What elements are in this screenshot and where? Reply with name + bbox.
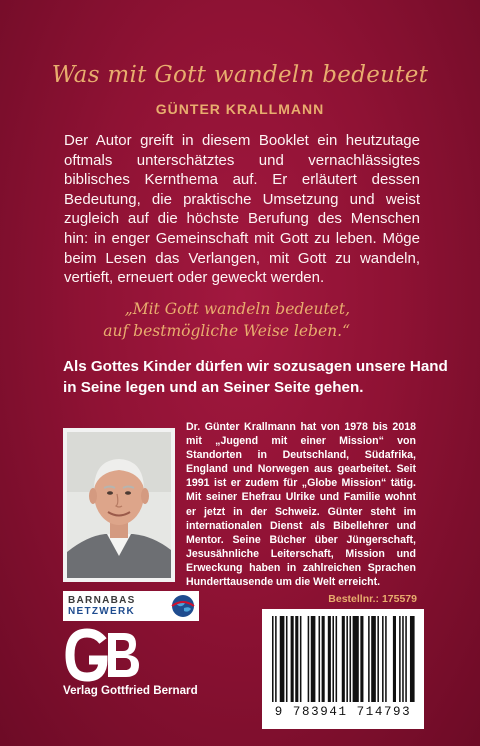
book-title: Was mit Gott wandeln bedeutet <box>51 62 429 88</box>
author-portrait-image <box>63 428 175 582</box>
publisher-name: Verlag Gottfried Bernard <box>63 684 198 697</box>
order-number: Bestellnr.: 175579 <box>328 593 417 605</box>
quote-line-1: „Mit Gott wandeln bedeutet, <box>124 300 350 318</box>
barnabas-netzwerk-logo <box>63 591 199 621</box>
blurb-text: Der Autor greift in diesem Booklet ein heutzutage oftmals unterschätztes und vernachlässigtes biblisches Kernthema auf. Er erläutert dessen Bedeutung, die praktische Umsetzung und weist zugleich auf die höchste Berufung des Menschen hin: in enger Gemeinschaft mit Gott zu leben. Möge beim Lesen das Verlangen, mit Gott zu wandeln, vertieft, erneuert oder geweckt werden. <box>64 132 420 287</box>
highlight-line-1: Als Gottes Kinder dürfen wir sozusagen unsere Hand <box>63 358 448 375</box>
barnabas-logo-line-2: NETZWERK <box>68 606 136 617</box>
highlight-line-2: in Seine legen und an Seiner Seite gehen. <box>63 379 364 396</box>
barnabas-logo-line-1: BARNABAS <box>68 595 136 606</box>
author-name: GÜNTER KRALLMANN <box>155 101 325 117</box>
author-portrait-drawing <box>67 432 171 578</box>
author-bio: Dr. Günter Krallmann hat von 1978 bis 2018 mit „Jugend mit einer Mission“ von Standorten in Deutschland, Südafrika, England und Norwegen aus gearbeitet. Seit 1991 ist er zudem für „Globe Mission“ tätig. Mit seiner Ehefrau Ulrike und Familie wohnt er jetzt in der Schweiz. Günter steht im internationalen Dienst als Bibellehrer und Mentor. Seine Bücher über Jüngerschaft, Jesusähnliche Leiterschaft, Mission und Erweckung haben in zahlreichen Sprachen Hunderttausende um die Welt erreicht. <box>186 421 416 589</box>
globe-icon <box>171 594 195 618</box>
gb-publisher-logo <box>63 628 145 686</box>
gb-logo-mark <box>63 628 145 682</box>
barcode <box>262 609 424 729</box>
isbn-number: 9 783941 714793 <box>274 705 412 719</box>
barcode-icon <box>268 616 418 702</box>
quote-line-2: auf bestmögliche Weise leben.“ <box>103 322 350 340</box>
